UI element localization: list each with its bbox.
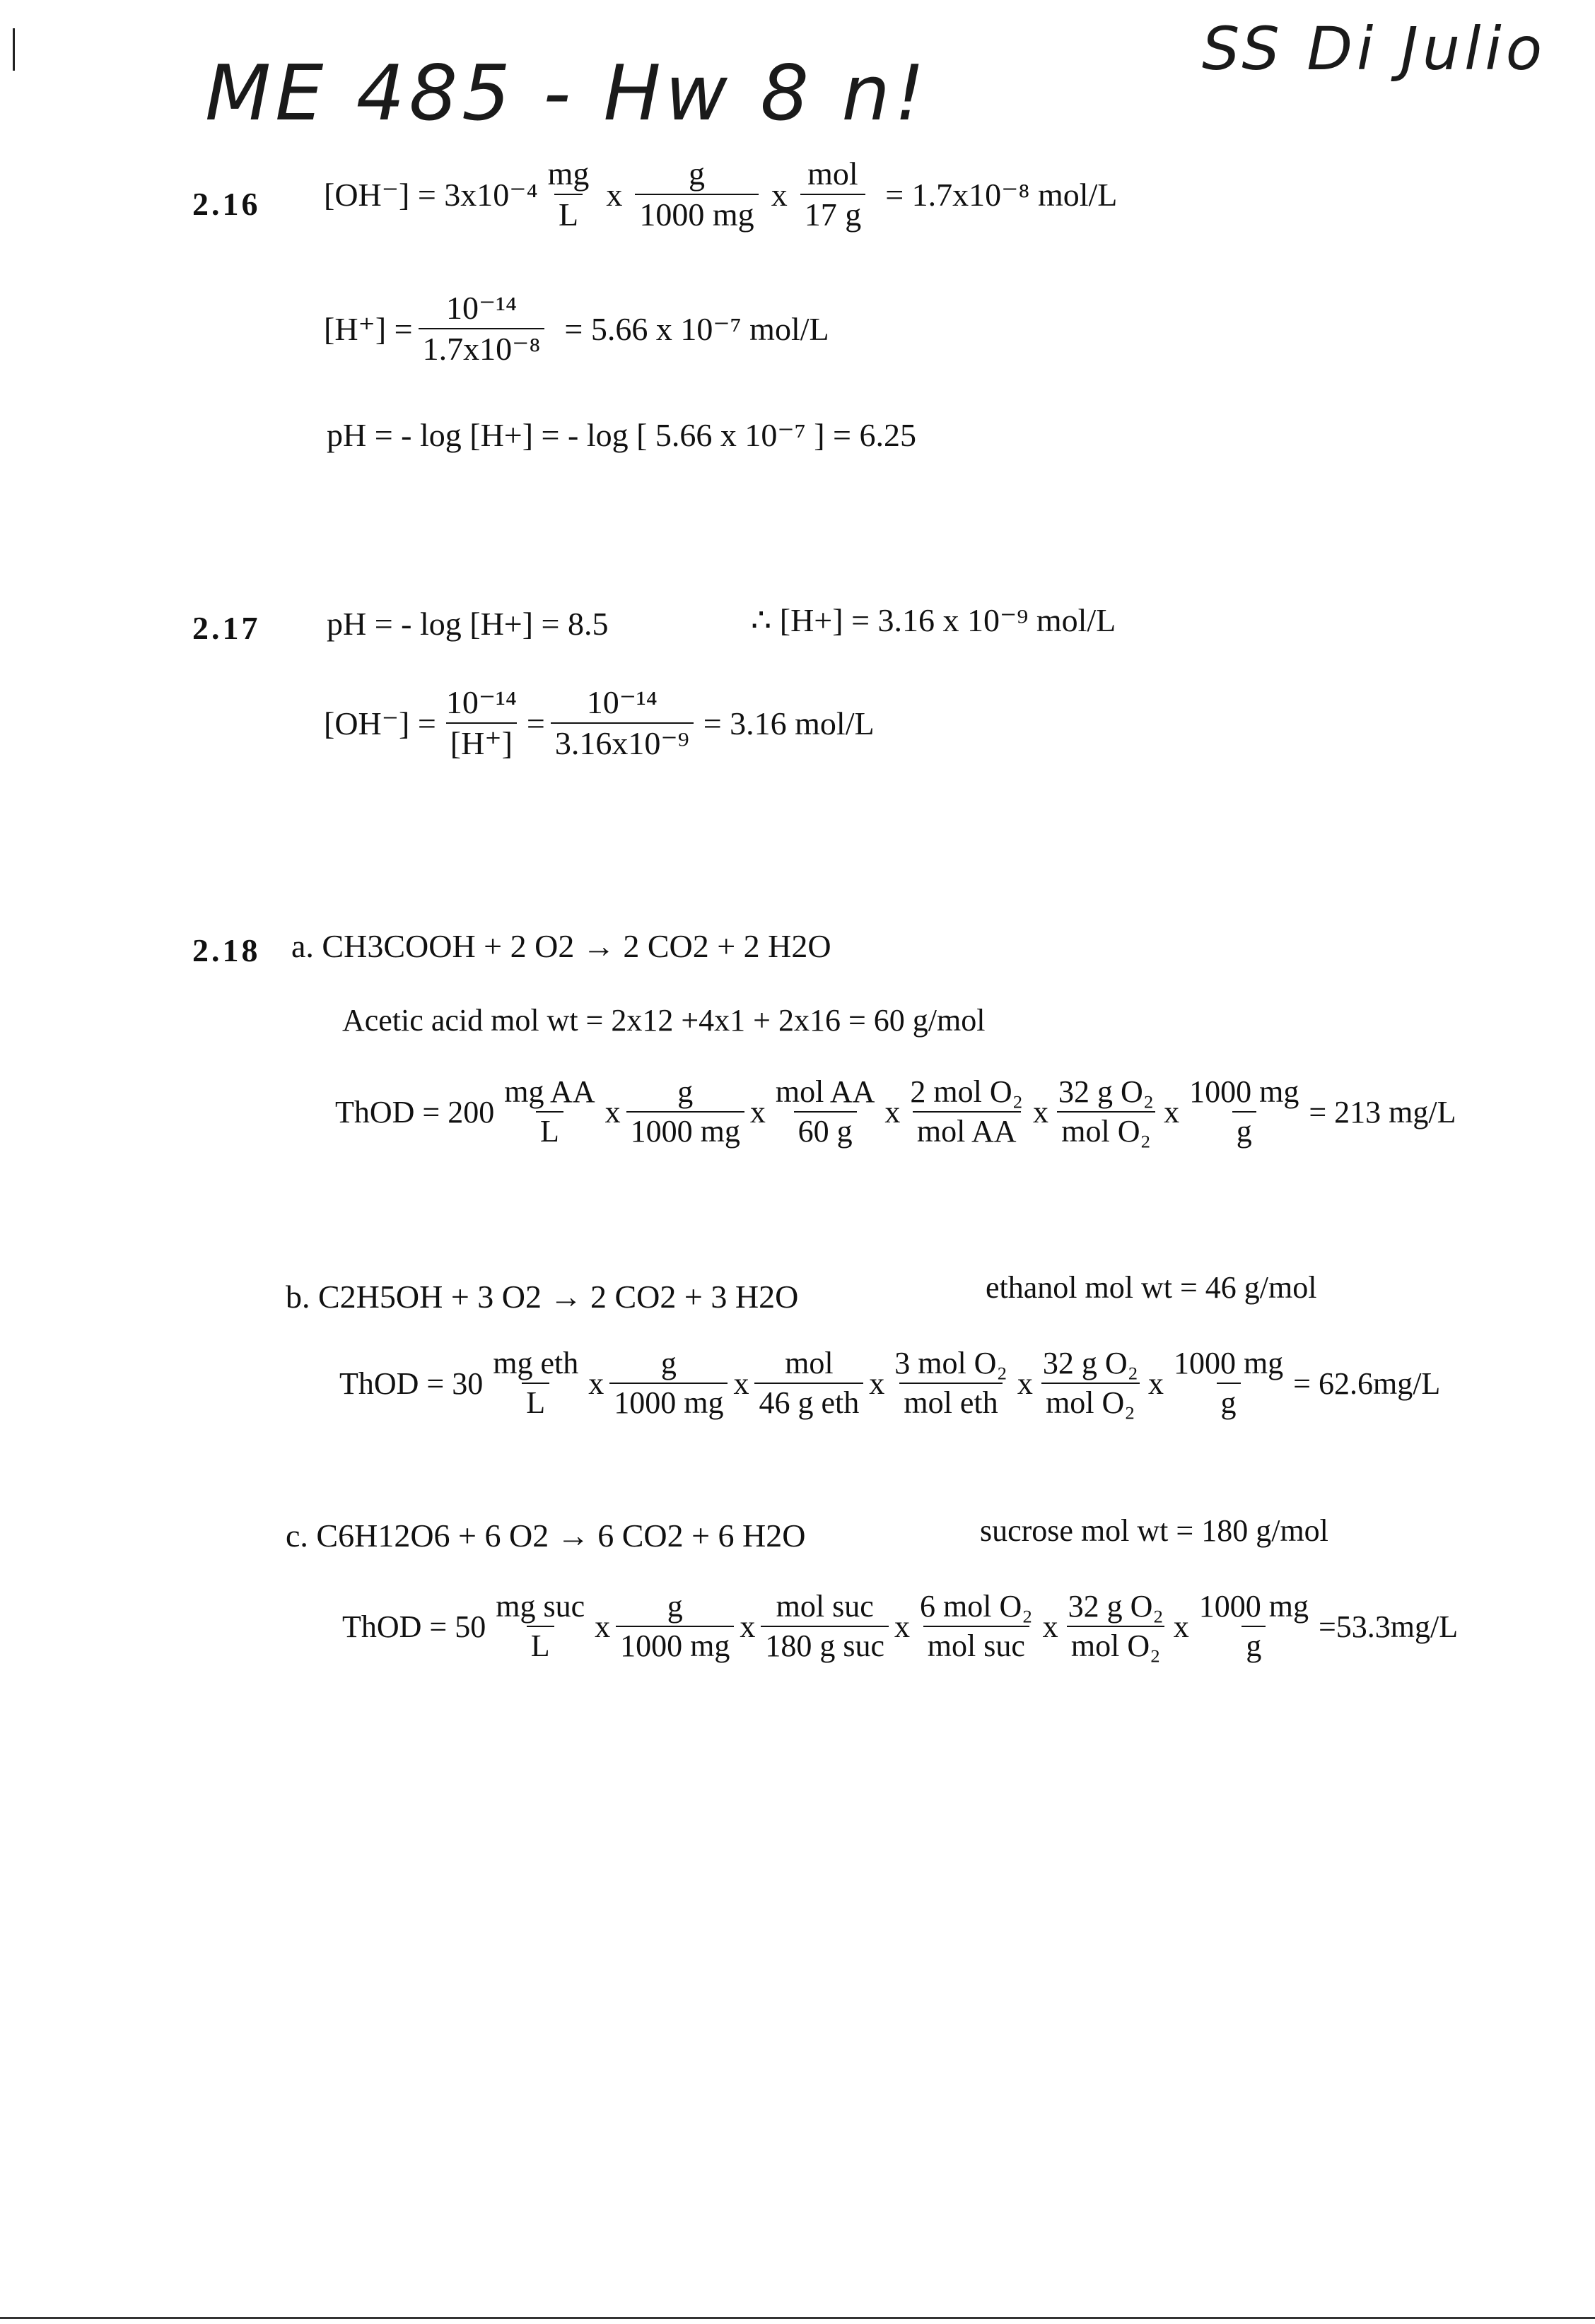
frac-num: mol suc: [776, 1589, 874, 1624]
frac-b-1: [489, 1347, 583, 1419]
frac-num: mol: [807, 155, 858, 192]
frac-c-6: [1195, 1590, 1313, 1662]
frac-num: 32 g O₂: [1058, 1074, 1155, 1109]
frac-den: L: [554, 194, 583, 232]
frac-den: 1000 mg: [635, 194, 758, 232]
result-c: =53.3mg/L: [1318, 1609, 1459, 1644]
frac-a-6: [1185, 1076, 1303, 1148]
frac-den: g: [1232, 1111, 1256, 1148]
frac-num: g: [677, 1074, 694, 1109]
times-sign: x: [740, 1609, 756, 1644]
times-sign: x: [595, 1609, 611, 1644]
molwt-a: Acetic acid mol wt = 2x12 +4x1 + 2x16 = 60 g/mol: [342, 1003, 986, 1038]
frac-den: mol AA: [913, 1111, 1021, 1148]
frac-num: mg eth: [493, 1346, 579, 1380]
times-sign: x: [1033, 1094, 1048, 1129]
h-result: = 5.66 x 10⁻⁷ mol/L: [564, 311, 829, 348]
times-sign: x: [606, 176, 623, 213]
scan-mark: [13, 28, 15, 71]
frac-den: mol O₂: [1041, 1383, 1140, 1419]
frac-den: 60 g: [794, 1111, 857, 1148]
frac-num: 10⁻¹⁴: [445, 290, 518, 326]
frac-c-4: [916, 1590, 1037, 1662]
frac-den: g: [1217, 1383, 1241, 1419]
frac-den: mol O₂: [1057, 1111, 1155, 1148]
thod-equation-a: [335, 1076, 1456, 1148]
frac-num: 10⁻¹⁴: [586, 684, 658, 720]
frac-num: mg suc: [496, 1589, 585, 1624]
result-b: = 62.6mg/L: [1293, 1366, 1441, 1401]
times-sign: x: [749, 1094, 766, 1129]
problem-2-16-label: 2.16: [192, 186, 261, 222]
oh-lhs-2-17: [OH⁻] =: [324, 705, 436, 742]
frac-a-2: [626, 1076, 744, 1148]
oh-equation-2-17: [324, 686, 875, 761]
frac-den: 3.16x10⁻⁹: [551, 722, 694, 761]
frac-b-4: [890, 1347, 1012, 1419]
frac-num: 6 mol O₂: [920, 1589, 1033, 1624]
frac-den: L: [527, 1626, 554, 1662]
frac-num: 32 g O₂: [1068, 1589, 1164, 1624]
times-sign: x: [1164, 1094, 1180, 1129]
frac-num: 1000 mg: [1173, 1346, 1284, 1380]
frac-den: 1000 mg: [616, 1626, 734, 1662]
thod-equation-c: [342, 1590, 1458, 1662]
thod-label-b: ThOD = 30: [339, 1366, 484, 1401]
frac-den: mol suc: [923, 1626, 1029, 1662]
frac-num: 1000 mg: [1189, 1074, 1299, 1109]
times-sign: x: [1147, 1366, 1164, 1401]
thod-equation-b: [339, 1347, 1440, 1419]
frac-a-3: [771, 1076, 880, 1148]
frac-b-2: [609, 1347, 728, 1419]
molwt-c: sucrose mol wt = 180 g/mol: [980, 1513, 1328, 1548]
frac-den: 17 g: [800, 194, 866, 232]
times-sign: x: [771, 176, 788, 213]
fraction-kw-over-oh: [419, 291, 545, 367]
frac-den: 1000 mg: [609, 1383, 728, 1419]
h-result-2-17: ∴ [H+] = 3.16 x 10⁻⁹ mol/L: [751, 602, 1116, 638]
frac-num: g: [689, 155, 706, 192]
times-sign: x: [1173, 1609, 1189, 1644]
result-a: = 213 mg/L: [1309, 1094, 1456, 1129]
times-sign: x: [884, 1094, 901, 1129]
frac-den: 1.7x10⁻⁸: [419, 328, 545, 366]
fraction-mol-per-17g: [800, 157, 866, 233]
frac-num: mg AA: [504, 1074, 595, 1109]
problem-2-18-label: 2.18: [192, 932, 261, 968]
fraction-g-per-1000mg: [635, 157, 758, 233]
frac-b-3: [754, 1347, 863, 1419]
frac-num: 2 mol O₂: [910, 1074, 1023, 1109]
h-equation-2-16: [324, 291, 829, 367]
oh-result-2-17: = 3.16 mol/L: [703, 705, 875, 741]
course-title: ME 485 - Hw 8 n!: [205, 49, 930, 138]
ph-line-2-17: pH = - log [H+] = 8.5: [327, 606, 609, 642]
frac-b-5: [1039, 1347, 1143, 1419]
times-sign: x: [588, 1366, 604, 1401]
h-lhs: [H⁺] =: [324, 311, 413, 348]
page-bottom-rule: [0, 2317, 1595, 2319]
frac-c-1: [491, 1590, 589, 1662]
frac-den: [H⁺]: [446, 722, 517, 761]
author-name: SS Di Julio: [1202, 14, 1547, 83]
frac-c-2: [616, 1590, 734, 1662]
times-sign: x: [604, 1094, 621, 1129]
equals-sign: =: [526, 705, 545, 741]
times-sign: x: [1042, 1609, 1058, 1644]
reaction-b: b. C2H5OH + 3 O2 → 2 CO2 + 3 H2O: [286, 1279, 799, 1315]
times-sign: x: [733, 1366, 749, 1401]
times-sign: x: [1017, 1366, 1033, 1401]
fraction-kw-over-h: [442, 686, 521, 761]
frac-den: 1000 mg: [626, 1111, 744, 1148]
thod-label-c: ThOD = 50: [342, 1609, 486, 1644]
frac-den: L: [536, 1111, 563, 1148]
thod-label-a: ThOD = 200: [335, 1094, 495, 1129]
oh-lhs: [OH⁻] = 3x10⁻⁴: [324, 177, 538, 213]
frac-num: g: [667, 1589, 683, 1624]
molwt-b: ethanol mol wt = 46 g/mol: [986, 1270, 1317, 1305]
fraction-kw-over-h-value: [551, 686, 694, 761]
frac-num: 1000 mg: [1198, 1589, 1309, 1624]
frac-num: 32 g O₂: [1042, 1346, 1138, 1380]
times-sign: x: [894, 1609, 911, 1644]
frac-den: g: [1241, 1626, 1266, 1662]
reaction-a: a. CH3COOH + 2 O2 → 2 CO2 + 2 H2O: [291, 928, 831, 964]
oh-result: = 1.7x10⁻⁸ mol/L: [885, 177, 1118, 213]
frac-num: 10⁻¹⁴: [445, 684, 517, 720]
frac-a-1: [500, 1076, 599, 1148]
reaction-c: c. C6H12O6 + 6 O2 → 6 CO2 + 6 H2O: [286, 1518, 806, 1554]
frac-den: mol eth: [899, 1383, 1002, 1419]
frac-den: L: [522, 1383, 549, 1419]
frac-num: g: [660, 1346, 677, 1380]
frac-den: 180 g suc: [761, 1626, 889, 1662]
oh-equation-2-16: [324, 157, 1117, 233]
frac-a-5: [1054, 1076, 1158, 1148]
frac-a-4: [906, 1076, 1027, 1148]
frac-num: mol AA: [775, 1074, 875, 1109]
frac-b-6: [1169, 1347, 1287, 1419]
frac-num: 3 mol O₂: [894, 1346, 1007, 1380]
times-sign: x: [869, 1366, 885, 1401]
ph-line-2-16: pH = - log [H+] = - log [ 5.66 x 10⁻⁷ ] = 6.25: [327, 417, 916, 453]
frac-c-5: [1064, 1590, 1168, 1662]
frac-num: mg: [547, 155, 590, 192]
fraction-mg-per-L: [544, 157, 594, 233]
problem-2-17-label: 2.17: [192, 610, 261, 646]
frac-num: mol: [785, 1346, 834, 1380]
frac-den: 46 g eth: [754, 1383, 863, 1419]
frac-c-3: [761, 1590, 889, 1662]
frac-den: mol O₂: [1067, 1626, 1165, 1662]
